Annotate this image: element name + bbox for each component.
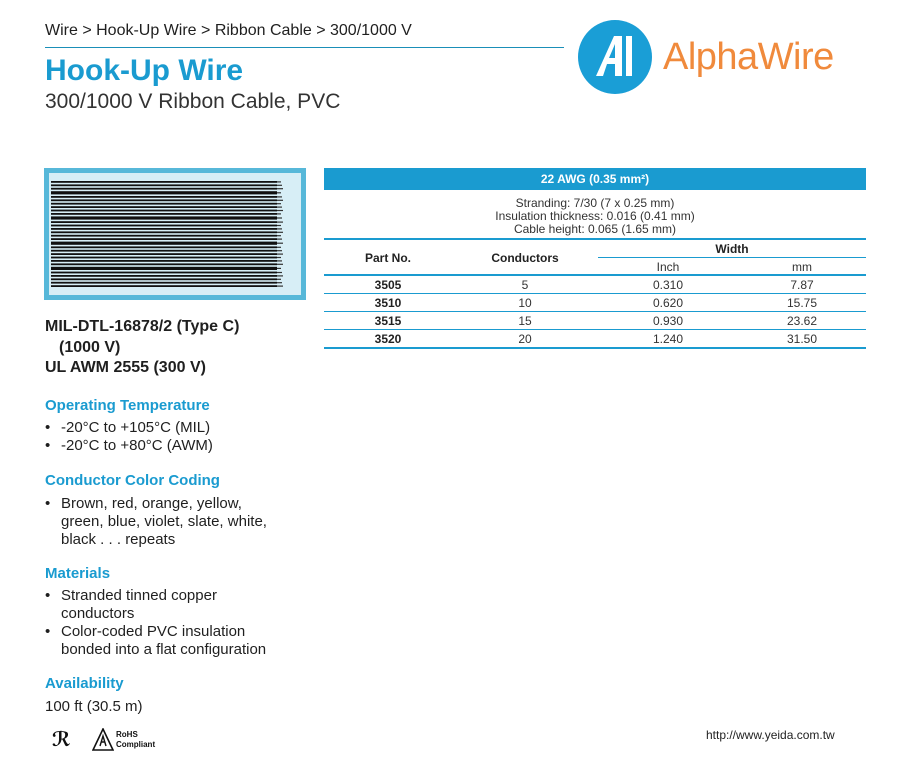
insulation-spec: Insulation thickness: 0.016 (0.41 mm) bbox=[495, 209, 695, 223]
cable-conductor-stripe bbox=[51, 246, 277, 248]
page-subtitle: 300/1000 V Ribbon Cable, PVC bbox=[45, 90, 341, 113]
conductors-cell: 15 bbox=[518, 314, 532, 328]
cable-conductor-stripe bbox=[51, 282, 277, 284]
cable-conductor-stripe bbox=[51, 213, 277, 215]
cable-conductor-stripe bbox=[51, 221, 277, 223]
stranding-spec: Stranding: 7/30 (7 x 0.25 mm) bbox=[515, 196, 675, 210]
ribbon-cable-image bbox=[44, 168, 306, 300]
cable-conductor-stripe bbox=[51, 257, 277, 259]
conductor-tip bbox=[277, 225, 281, 226]
conductor-tip bbox=[277, 188, 283, 189]
table-row bbox=[324, 330, 866, 348]
bullet-icon: • bbox=[45, 437, 51, 454]
table-row bbox=[324, 312, 866, 330]
cable-conductor-stripe bbox=[51, 191, 277, 194]
part-number-cell: 3520 bbox=[374, 332, 402, 346]
ul-recognized-icon bbox=[50, 727, 86, 751]
cable-conductor-stripe bbox=[51, 238, 277, 240]
conductor-tip bbox=[277, 213, 281, 214]
conductor-tip bbox=[277, 282, 282, 283]
cable-conductor-stripe bbox=[51, 278, 277, 280]
conductor-tip bbox=[277, 235, 281, 236]
width-inch-cell: 0.930 bbox=[652, 314, 684, 328]
table-row bbox=[324, 276, 866, 294]
table-row bbox=[324, 294, 866, 312]
conductor-tip bbox=[277, 210, 283, 211]
ul-mark-glyph: ℛ bbox=[52, 727, 71, 751]
conductor-tip bbox=[277, 239, 282, 240]
bullet-icon: • bbox=[45, 495, 51, 512]
column-header-width: Width bbox=[715, 242, 749, 256]
ribbon-cable-illustration bbox=[49, 173, 301, 295]
width-mm-cell: 15.75 bbox=[786, 296, 818, 310]
cable-conductor-stripe bbox=[51, 206, 277, 208]
conductor-tip bbox=[277, 279, 281, 280]
header-divider bbox=[45, 47, 564, 48]
conductor-tip bbox=[277, 272, 282, 273]
page-title: Hook-Up Wire bbox=[45, 54, 244, 87]
list-item: • Brown, red, orange, yellow, green, blue, violet, slate, white, black . . . repeats bbox=[45, 495, 267, 548]
conductor-tip bbox=[277, 254, 283, 255]
availability-value: 100 ft (30.5 m) bbox=[45, 698, 143, 715]
list-item: • -20°C to +105°C (MIL) bbox=[45, 419, 211, 436]
part-number-cell: 3510 bbox=[374, 296, 402, 310]
conductor-tip bbox=[277, 232, 283, 233]
cable-conductor-stripe bbox=[51, 235, 277, 237]
conductor-tip bbox=[277, 203, 281, 204]
column-header-inch: Inch bbox=[656, 260, 680, 274]
width-header-rule bbox=[598, 257, 866, 258]
width-inch-cell: 1.240 bbox=[652, 332, 684, 346]
conductor-tip bbox=[277, 200, 283, 201]
column-header-mm: mm bbox=[792, 260, 812, 274]
operating-temperature-heading: Operating Temperature bbox=[45, 397, 210, 414]
cable-conductor-stripe bbox=[51, 272, 277, 274]
conductor-tip bbox=[277, 217, 282, 218]
conductor-tip bbox=[277, 196, 282, 197]
cable-conductor-stripe bbox=[51, 260, 277, 262]
availability-heading: Availability bbox=[45, 675, 124, 692]
conductor-tip bbox=[277, 275, 283, 276]
cable-conductor-stripe bbox=[51, 188, 277, 190]
cable-conductor-stripe bbox=[51, 253, 277, 255]
list-item: • Color-coded PVC insulation bonded into a flat configuration bbox=[45, 623, 267, 658]
alphawire-logo bbox=[578, 20, 878, 100]
cable-conductor-stripe bbox=[51, 275, 277, 277]
gauge-header-bar: 22 AWG (0.35 mm²) bbox=[324, 168, 866, 190]
parts-table-body bbox=[324, 276, 866, 352]
cable-conductor-stripe bbox=[51, 203, 277, 205]
conductor-tip bbox=[277, 243, 283, 244]
bullet-icon: • bbox=[45, 623, 51, 640]
materials-heading: Materials bbox=[45, 565, 111, 582]
row-divider bbox=[324, 347, 866, 349]
cable-conductor-stripe bbox=[51, 231, 277, 233]
cable-conductor-stripe bbox=[51, 196, 277, 198]
logo-a-glyph-icon bbox=[578, 20, 652, 94]
conductor-tip bbox=[277, 260, 282, 261]
cable-conductor-stripe bbox=[51, 228, 277, 230]
cable-conductor-stripe bbox=[51, 181, 277, 183]
cable-conductor-stripe bbox=[51, 210, 277, 212]
part-number-cell: 3505 bbox=[374, 278, 402, 292]
conductor-tip bbox=[277, 181, 281, 182]
list-item: • Stranded tinned copper conductors bbox=[45, 587, 217, 622]
breadcrumb: Wire > Hook-Up Wire > Ribbon Cable > 300/1000 V bbox=[45, 22, 412, 39]
conductor-tip bbox=[277, 257, 281, 258]
cable-conductor-stripe bbox=[51, 242, 277, 245]
width-inch-cell: 0.310 bbox=[652, 278, 684, 292]
conductor-tip bbox=[277, 228, 282, 229]
conductor-tip bbox=[277, 222, 283, 223]
conductors-cell: 5 bbox=[521, 278, 529, 292]
table-divider bbox=[324, 238, 866, 240]
cable-conductor-stripe bbox=[51, 285, 277, 287]
cable-conductor-stripe bbox=[51, 267, 277, 270]
cable-conductor-stripe bbox=[51, 250, 277, 252]
logo-wordmark: AlphaWire bbox=[663, 36, 834, 78]
spec-ul-awm: UL AWM 2555 (300 V) bbox=[45, 359, 206, 376]
cable-conductor-stripe bbox=[51, 263, 277, 265]
logo-mark-icon bbox=[578, 20, 652, 94]
width-mm-cell: 23.62 bbox=[786, 314, 818, 328]
column-header-part-no: Part No. bbox=[364, 251, 411, 265]
column-header-conductors: Conductors bbox=[491, 251, 559, 265]
list-item: • -20°C to +80°C (AWM) bbox=[45, 437, 213, 454]
cable-conductor-stripe bbox=[51, 225, 277, 227]
footer-url: http://www.yeida.com.tw bbox=[706, 728, 835, 742]
cable-conductor-stripe bbox=[51, 216, 277, 219]
rohs-label: RoHS bbox=[116, 730, 138, 739]
cable-conductor-stripe bbox=[51, 199, 277, 201]
rohs-triangle-icon bbox=[92, 728, 114, 752]
conductors-cell: 20 bbox=[518, 332, 532, 346]
bullet-icon: • bbox=[45, 419, 51, 436]
rohs-compliant-label: Compliant bbox=[116, 740, 156, 749]
conductors-cell: 10 bbox=[518, 296, 532, 310]
conductor-tip bbox=[277, 268, 281, 269]
rohs-compliant-badge bbox=[92, 728, 162, 754]
conductor-tip bbox=[277, 185, 282, 186]
spec-mil-voltage: (1000 V) bbox=[59, 339, 121, 356]
conductor-tip bbox=[277, 250, 282, 251]
part-number-cell: 3515 bbox=[374, 314, 402, 328]
conductor-tip bbox=[277, 264, 283, 265]
conductor-tip bbox=[277, 192, 281, 193]
bullet-icon: • bbox=[45, 587, 51, 604]
width-mm-cell: 7.87 bbox=[790, 278, 814, 292]
conductor-tip bbox=[277, 207, 282, 208]
cable-height-spec: Cable height: 0.065 (1.65 mm) bbox=[513, 222, 677, 236]
conductor-tip bbox=[277, 286, 283, 287]
cable-conductor-stripe bbox=[51, 184, 277, 186]
width-inch-cell: 0.620 bbox=[652, 296, 684, 310]
spec-mil-standard: MIL-DTL-16878/2 (Type C) bbox=[45, 318, 240, 335]
conductor-tip bbox=[277, 247, 281, 248]
conductor-color-coding-heading: Conductor Color Coding bbox=[45, 472, 220, 489]
width-mm-cell: 31.50 bbox=[786, 332, 818, 346]
